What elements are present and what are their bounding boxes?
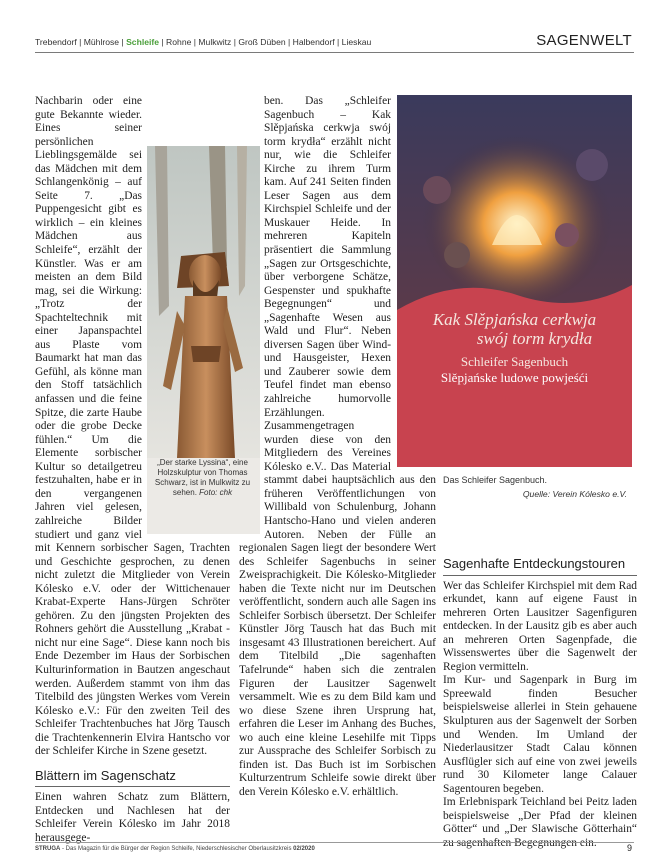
book-source-credit: Quelle: Verein Kólesko e.V. bbox=[522, 489, 627, 499]
col1-paragraph-2: Einen wahren Schatz zum Blättern, Entdecken und Nachlesen hat der Schleifer Verein Kólesko im Jahr 2018 herausgege- bbox=[35, 791, 230, 844]
text-column-3 bbox=[443, 557, 637, 850]
heading-blaettern-im-sagenschatz: Blättern im Sagenschatz bbox=[35, 769, 230, 788]
book-cover-text bbox=[397, 310, 632, 386]
statue-float-spacer bbox=[146, 145, 233, 540]
section-title: SAGENWELT bbox=[536, 32, 632, 49]
col3-paragraph-1: Wer das Schleifer Kirchspiel mit dem Rad erkundet, kann auf eigene Faust in mehreren Orten Lausitzer Sagenfiguren entdecken. In der Lausitz gib es aber auch an mehreren Orten Sagenpfade, die Wissenswertes über die Sagenwelt der Region vermitteln. bbox=[443, 579, 637, 673]
place-list-start: Trebendorf | Mühlrose | bbox=[35, 37, 127, 47]
heading-sagenhafte-entdeckungstouren: Sagenhafte Entdeckungstouren bbox=[443, 557, 637, 576]
header-place-list bbox=[35, 37, 371, 47]
footer-divider bbox=[35, 842, 634, 843]
header-divider bbox=[35, 52, 634, 53]
footer-description: - Das Magazin für die Bürger der Region Schleife, Niederschlesischer Oberlausitzkreis bbox=[60, 846, 294, 852]
statue-float-spacer-2 bbox=[239, 145, 261, 540]
statue-caption-text: „Der starke Lyssina“, eine Holzskulptur von Thomas Schwarz, ist in Mulkwitz zu sehen. bbox=[154, 458, 251, 497]
col3-paragraph-3: Im Erlebnispark Teichland bei Peitz laden beispielsweise „Der Pfad der kleinen Götter“ und „Der Slawische Götterhain“ zu sagenhaften Begegnungen ein. bbox=[443, 796, 637, 849]
place-list-end: | Rohne | Mulkwitz | Groß Düben | Halbendorf | Lieskau bbox=[159, 37, 372, 47]
statue-photo-credit: Foto: chk bbox=[199, 488, 233, 497]
col1-paragraph-1: Nachbarin oder eine gute Bekannte wieder. Eines seiner persönlichen Lieblingsgemälde sei das Mädchen mit dem Schlangenkönig – auf Seite 7. „Das Puppengesicht gibt es wirklich – ein kleines Mädchen aus Schleife“, erzählt der Künstler. Was er am meisten an dem Bild mag, sei die Wirkung: „Trotz der Spachteltechnik mit einer Japanspachtel aus Plaste vom Baumarkt hat man das Gefühl, als könne man den Stoff tatsächlich anfassen und die feine Spitze, die zarte Haube oder die grobe Decke fühlen.“ Um die Elemente sorbischer Kultur so detailgetreu festzuhalten, habe er in den vergangenen Jahren viel gelesen, zahlreiche Bilder studiert und ganz viel mit Kennern sorbischer Sagen, Trachten und Geschichte gesprochen, zu denen nicht zuletzt die Mitglieder von Verein Kólesko e.V. oder der Wittichenauer Krabat-Experte Hans-Jürgen Schröter gehören. Zu den jüngsten Projekten des Rohners gehört die Ausstellung „Krabat - nicht nur eine Sage“. Diese kann noch bis Ende Dezember im Haus der Sorbischen Kulturinformation in Bautzen angeschaut werden. Außerdem stammt von ihm das Titelbild des jüngsten Werkes vom Verein Kólesko e.V.: Für den zweiten Teil des Schleifer Trachtenbuches hat Jörg Tausch die Trachtenkennerin Elvira Hantscho vor der Schleifer Kirche in Szene gesetzt. bbox=[35, 95, 230, 758]
book-subtitle-sorbian: Slěpjańske ludowe powjeśći bbox=[440, 370, 589, 385]
page-number: 9 bbox=[626, 843, 632, 853]
book-title-line-1: Kak Slěpjańska cerkwja bbox=[432, 310, 597, 329]
book-title-line-2: swój torm krydła bbox=[476, 329, 593, 348]
text-column-1 bbox=[35, 95, 233, 846]
footer-brand: STRUGA bbox=[35, 846, 61, 852]
place-highlight-schleife: Schleife bbox=[126, 37, 160, 47]
book-cover-image bbox=[397, 95, 632, 467]
col2-paragraph-1: ben. Das „Schleifer Sagenbuch – Kak Slěpjańska cerkwja swój torm krydła“ erzählt nicht nur, wie die Schleifer Kirche zu ihrem Turm kam. Auf 241 Seiten finden Leser Sagen aus dem Kirchspiel Schleife und der Muskauer Heide. In mehreren Kapiteln präsentiert die Sammlung „Sagen zur Ortsgeschichte, über verborgene Schätze, Gespenster und spukhafte Begegnungen“ und „Sagenhafte Wesen aus Wald und Flur“. Neben diversen Sagen über Wind- und Hausgeister, Hexen und Zauberer sowie dem Teufel findet man ebenso zahlreiche humorvolle Erzählungen. Zusammengetragen wurden diese von den Mitgliedern des Vereines Kólesko e.V.. Das Material stammt dabei hauptsächlich aus den früheren Veröffentlichungen von Willibald von Schulenburg, Johann Hantscho-Hano und vielen anderen Autoren. Neben der Fülle an regionalen Sagen liegt der besondere Wert des Schleifer Sagenbuchs in seiner Zweisprachigkeit. Die Kólesko-Mitglieder haben die Texte nicht nur im Deutschen veröffentlicht, sondern auch alle Sagen ins Schleifer Sorbisch übersetzt. Der Schleifer Künstler Jörg Tausch hat das Buch mit insgesamt 43 Illustrationen bereichert. Auf dem Titelbild „Die sagenhaften Tafelrunde“ haben sich die zentralen Figuren der Lausitzer Sagenwelt versammelt. Wie es zu dem Bild kam und wo diese Szene ihren Ursprung hat, erfahren die Leser im Anhang des Buches, wo auch eine kleine Lesehilfe mit Tipps zur Aussprache des Schleifer Sorbisch zu finden ist. Das Buch ist im Sorbischen Kulturzentrum Schleife sowie direkt über den Verein Kólesko e.V. erhältlich. bbox=[239, 95, 436, 798]
col3-paragraph-2: Im Kur- und Sagenpark in Burg im Spreewald finden Besucher beispielsweise allerlei in Stein gehauene Skulpturen aus der Sagenwelt der Sorben und Wenden. Im Umland der Niederlausitzer Stadt Calau können Ausflügler sich auf eine von zwei jeweils rund 30 Kilometer lange Calauer Sagentouren begeben. bbox=[443, 674, 637, 795]
footer-text bbox=[35, 846, 315, 852]
footer-issue: 02/2020 bbox=[293, 846, 315, 852]
book-subtitle-german: Schleifer Sagenbuch bbox=[460, 354, 569, 369]
book-caption: Das Schleifer Sagenbuch. bbox=[443, 475, 548, 485]
